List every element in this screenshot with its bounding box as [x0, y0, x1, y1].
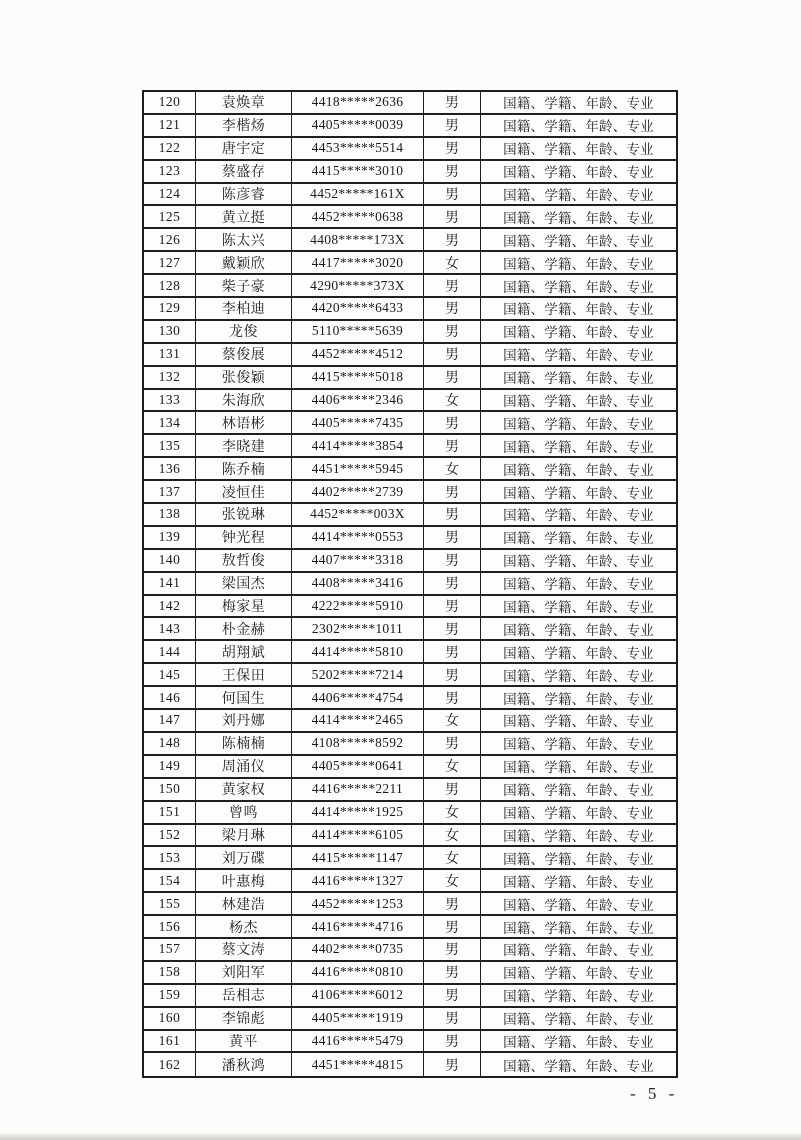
gender-cell: 男	[424, 298, 481, 319]
gender-cell: 男	[424, 504, 481, 525]
gender-cell: 男	[424, 641, 481, 662]
row-number-cell: 149	[144, 756, 196, 777]
table-row	[144, 206, 676, 229]
id-number-cell: 4406*****4754	[292, 687, 424, 708]
check-items-cell: 国籍、学籍、年龄、专业	[503, 165, 654, 181]
gender-cell: 女	[424, 802, 481, 823]
name-cell: 梅家星	[196, 596, 292, 617]
check-items-cell: 国籍、学籍、年龄、专业	[503, 943, 654, 959]
name-cell: 周涌仪	[196, 756, 292, 777]
gender-cell: 男	[424, 367, 481, 388]
check-items-cell: 国籍、学籍、年龄、专业	[503, 439, 654, 455]
id-number-cell: 4416*****5479	[292, 1031, 424, 1052]
gender-cell: 男	[424, 618, 481, 639]
check-items-cell: 国籍、学籍、年龄、专业	[503, 531, 654, 547]
table-row	[144, 825, 676, 848]
check-items-cell: 国籍、学籍、年龄、专业	[503, 256, 654, 272]
table-row	[144, 92, 676, 115]
name-cell: 梁国杰	[196, 573, 292, 594]
check-items-cell: 国籍、学籍、年龄、专业	[503, 760, 654, 776]
name-cell: 梁月琳	[196, 825, 292, 846]
gender-cell: 男	[424, 412, 481, 433]
id-number-cell: 4415*****5018	[292, 367, 424, 388]
name-cell: 岳相志	[196, 985, 292, 1006]
row-number-cell: 145	[144, 664, 196, 685]
gender-cell: 男	[424, 939, 481, 960]
gender-cell: 女	[424, 252, 481, 273]
name-cell: 叶惠梅	[196, 870, 292, 891]
table-row	[144, 1031, 676, 1054]
table-row	[144, 229, 676, 252]
name-cell: 陈乔楠	[196, 458, 292, 479]
id-number-cell: 2302*****1011	[292, 618, 424, 639]
id-number-cell: 4414*****5810	[292, 641, 424, 662]
name-cell: 柴子豪	[196, 275, 292, 296]
row-number-cell: 136	[144, 458, 196, 479]
id-number-cell: 4414*****2465	[292, 710, 424, 731]
id-number-cell: 4415*****3010	[292, 161, 424, 182]
table-row	[144, 252, 676, 275]
check-items-cell: 国籍、学籍、年龄、专业	[503, 897, 654, 913]
table-row	[144, 275, 676, 298]
check-items-cell: 国籍、学籍、年龄、专业	[503, 508, 654, 524]
name-cell: 潘秋鸿	[196, 1053, 292, 1076]
check-items-cell: 国籍、学籍、年龄、专业	[503, 302, 654, 318]
id-number-cell: 4405*****7435	[292, 412, 424, 433]
row-number-cell: 142	[144, 596, 196, 617]
check-items-cell: 国籍、学籍、年龄、专业	[503, 1058, 654, 1074]
row-number-cell: 133	[144, 390, 196, 411]
id-number-cell: 4405*****1919	[292, 1008, 424, 1029]
table-row	[144, 573, 676, 596]
table-row	[144, 367, 676, 390]
name-cell: 陈楠楠	[196, 733, 292, 754]
check-items-cell: 国籍、学籍、年龄、专业	[503, 645, 654, 661]
gender-cell: 女	[424, 390, 481, 411]
check-items-cell: 国籍、学籍、年龄、专业	[503, 1012, 654, 1028]
table-row	[144, 847, 676, 870]
id-number-cell: 4290*****373X	[292, 275, 424, 296]
name-cell: 钟光程	[196, 527, 292, 548]
id-number-cell: 4417*****3020	[292, 252, 424, 273]
table-row	[144, 344, 676, 367]
table-row	[144, 939, 676, 962]
row-number-cell: 148	[144, 733, 196, 754]
name-cell: 唐宇定	[196, 138, 292, 159]
row-number-cell: 153	[144, 847, 196, 868]
name-cell: 刘阳军	[196, 962, 292, 983]
id-number-cell: 4408*****173X	[292, 229, 424, 250]
id-number-cell: 4416*****1327	[292, 870, 424, 891]
row-number-cell: 122	[144, 138, 196, 159]
name-cell: 陈太兴	[196, 229, 292, 250]
row-number-cell: 132	[144, 367, 196, 388]
id-number-cell: 4416*****2211	[292, 779, 424, 800]
row-number-cell: 156	[144, 916, 196, 937]
name-cell: 刘丹娜	[196, 710, 292, 731]
name-cell: 戴颖欣	[196, 252, 292, 273]
id-number-cell: 4452*****1253	[292, 893, 424, 914]
check-items-cell: 国籍、学籍、年龄、专业	[503, 416, 654, 432]
row-number-cell: 131	[144, 344, 196, 365]
table-row	[144, 664, 676, 687]
id-number-cell: 4452*****161X	[292, 184, 424, 205]
row-number-cell: 157	[144, 939, 196, 960]
gender-cell: 男	[424, 184, 481, 205]
id-number-cell: 4452*****0638	[292, 206, 424, 227]
name-cell: 李柏迪	[196, 298, 292, 319]
id-number-cell: 4414*****3854	[292, 435, 424, 456]
row-number-cell: 159	[144, 985, 196, 1006]
gender-cell: 男	[424, 733, 481, 754]
gender-cell: 男	[424, 344, 481, 365]
row-number-cell: 152	[144, 825, 196, 846]
name-cell: 杨杰	[196, 916, 292, 937]
id-number-cell: 4420*****6433	[292, 298, 424, 319]
check-items-cell: 国籍、学籍、年龄、专业	[503, 554, 654, 570]
row-number-cell: 120	[144, 92, 196, 113]
name-cell: 敖哲俊	[196, 550, 292, 571]
row-number-cell: 137	[144, 481, 196, 502]
check-items-cell: 国籍、学籍、年龄、专业	[503, 920, 654, 936]
id-number-cell: 4451*****5945	[292, 458, 424, 479]
id-number-cell: 4408*****3416	[292, 573, 424, 594]
row-number-cell: 143	[144, 618, 196, 639]
check-items-cell: 国籍、学籍、年龄、专业	[503, 462, 654, 478]
gender-cell: 男	[424, 115, 481, 136]
id-number-cell: 4414*****1925	[292, 802, 424, 823]
table-row	[144, 458, 676, 481]
id-number-cell: 4407*****3318	[292, 550, 424, 571]
row-number-cell: 123	[144, 161, 196, 182]
id-number-cell: 4416*****4716	[292, 916, 424, 937]
gender-cell: 男	[424, 573, 481, 594]
id-number-cell: 4108*****8592	[292, 733, 424, 754]
table-row	[144, 916, 676, 939]
name-cell: 黄平	[196, 1031, 292, 1052]
row-number-cell: 126	[144, 229, 196, 250]
gender-cell: 男	[424, 229, 481, 250]
name-cell: 张锐琳	[196, 504, 292, 525]
row-number-cell: 160	[144, 1008, 196, 1029]
check-items-cell: 国籍、学籍、年龄、专业	[503, 142, 654, 158]
name-cell: 李锦彪	[196, 1008, 292, 1029]
check-items-cell: 国籍、学籍、年龄、专业	[503, 1034, 654, 1050]
verification-roster-table	[142, 90, 678, 1078]
row-number-cell: 129	[144, 298, 196, 319]
table-row	[144, 298, 676, 321]
row-number-cell: 162	[144, 1053, 196, 1076]
gender-cell: 男	[424, 161, 481, 182]
name-cell: 朴金赫	[196, 618, 292, 639]
table-row	[144, 710, 676, 733]
table-row	[144, 870, 676, 893]
row-number-cell: 130	[144, 321, 196, 342]
check-items-cell: 国籍、学籍、年龄、专业	[503, 485, 654, 501]
check-items-cell: 国籍、学籍、年龄、专业	[503, 325, 654, 341]
table-row	[144, 115, 676, 138]
gender-cell: 男	[424, 527, 481, 548]
table-row	[144, 733, 676, 756]
gender-cell: 男	[424, 596, 481, 617]
gender-cell: 男	[424, 206, 481, 227]
row-number-cell: 140	[144, 550, 196, 571]
table-row	[144, 596, 676, 619]
gender-cell: 男	[424, 138, 481, 159]
page-number: - 5 -	[630, 1084, 679, 1103]
id-number-cell: 4414*****0553	[292, 527, 424, 548]
id-number-cell: 4106*****6012	[292, 985, 424, 1006]
name-cell: 王保田	[196, 664, 292, 685]
gender-cell: 男	[424, 92, 481, 113]
table-row	[144, 962, 676, 985]
table-row	[144, 779, 676, 802]
id-number-cell: 4452*****003X	[292, 504, 424, 525]
row-number-cell: 150	[144, 779, 196, 800]
check-items-cell: 国籍、学籍、年龄、专业	[503, 622, 654, 638]
row-number-cell: 121	[144, 115, 196, 136]
table-row	[144, 1053, 676, 1076]
id-number-cell: 4453*****5514	[292, 138, 424, 159]
check-items-cell: 国籍、学籍、年龄、专业	[503, 714, 654, 730]
gender-cell: 女	[424, 870, 481, 891]
table-row	[144, 985, 676, 1008]
id-number-cell: 4451*****4815	[292, 1053, 424, 1076]
gender-cell: 男	[424, 275, 481, 296]
table-row	[144, 618, 676, 641]
row-number-cell: 155	[144, 893, 196, 914]
table-row	[144, 893, 676, 916]
table-row	[144, 161, 676, 184]
name-cell: 黄家权	[196, 779, 292, 800]
table-row	[144, 1008, 676, 1031]
id-number-cell: 5110*****5639	[292, 321, 424, 342]
row-number-cell: 141	[144, 573, 196, 594]
check-items-cell: 国籍、学籍、年龄、专业	[503, 279, 654, 295]
check-items-cell: 国籍、学籍、年龄、专业	[503, 691, 654, 707]
check-items-cell: 国籍、学籍、年龄、专业	[503, 989, 654, 1005]
check-items-cell: 国籍、学籍、年龄、专业	[503, 851, 654, 867]
check-items-cell: 国籍、学籍、年龄、专业	[503, 577, 654, 593]
check-items-cell: 国籍、学籍、年龄、专业	[503, 783, 654, 799]
id-number-cell: 4415*****1147	[292, 847, 424, 868]
check-items-cell: 国籍、学籍、年龄、专业	[503, 668, 654, 684]
name-cell: 蔡盛存	[196, 161, 292, 182]
row-number-cell: 154	[144, 870, 196, 891]
name-cell: 李晓建	[196, 435, 292, 456]
id-number-cell: 4414*****6105	[292, 825, 424, 846]
row-number-cell: 134	[144, 412, 196, 433]
id-number-cell: 4222*****5910	[292, 596, 424, 617]
table-row	[144, 641, 676, 664]
row-number-cell: 135	[144, 435, 196, 456]
gender-cell: 男	[424, 962, 481, 983]
table-row	[144, 184, 676, 207]
table-row	[144, 756, 676, 779]
check-items-cell: 国籍、学籍、年龄、专业	[503, 966, 654, 982]
check-items-cell: 国籍、学籍、年龄、专业	[503, 96, 654, 112]
check-items-cell: 国籍、学籍、年龄、专业	[503, 600, 654, 616]
table-row	[144, 802, 676, 825]
name-cell: 刘万碟	[196, 847, 292, 868]
gender-cell: 女	[424, 756, 481, 777]
name-cell: 凌恒佳	[196, 481, 292, 502]
name-cell: 林建浩	[196, 893, 292, 914]
row-number-cell: 158	[144, 962, 196, 983]
check-items-cell: 国籍、学籍、年龄、专业	[503, 394, 654, 410]
gender-cell: 男	[424, 687, 481, 708]
row-number-cell: 124	[144, 184, 196, 205]
table-row	[144, 504, 676, 527]
gender-cell: 女	[424, 847, 481, 868]
table-row	[144, 527, 676, 550]
name-cell: 龙俊	[196, 321, 292, 342]
row-number-cell: 161	[144, 1031, 196, 1052]
row-number-cell: 144	[144, 641, 196, 662]
name-cell: 黄立挺	[196, 206, 292, 227]
table-row	[144, 435, 676, 458]
gender-cell: 男	[424, 550, 481, 571]
table-row	[144, 481, 676, 504]
name-cell: 张俊颖	[196, 367, 292, 388]
row-number-cell: 151	[144, 802, 196, 823]
check-items-cell: 国籍、学籍、年龄、专业	[503, 828, 654, 844]
id-number-cell: 5202*****7214	[292, 664, 424, 685]
table-row	[144, 138, 676, 161]
name-cell: 曾鸣	[196, 802, 292, 823]
gender-cell: 男	[424, 481, 481, 502]
gender-cell: 男	[424, 1053, 481, 1076]
name-cell: 陈彦睿	[196, 184, 292, 205]
id-number-cell: 4402*****0735	[292, 939, 424, 960]
gender-cell: 男	[424, 893, 481, 914]
table-row	[144, 687, 676, 710]
gender-cell: 男	[424, 985, 481, 1006]
name-cell: 朱海欣	[196, 390, 292, 411]
gender-cell: 男	[424, 321, 481, 342]
row-number-cell: 138	[144, 504, 196, 525]
table-row	[144, 412, 676, 435]
check-items-cell: 国籍、学籍、年龄、专业	[503, 188, 654, 203]
row-number-cell: 128	[144, 275, 196, 296]
row-number-cell: 139	[144, 527, 196, 548]
scan-edge-shadow	[0, 1134, 801, 1140]
name-cell: 何国生	[196, 687, 292, 708]
check-items-cell: 国籍、学籍、年龄、专业	[503, 348, 654, 364]
row-number-cell: 146	[144, 687, 196, 708]
row-number-cell: 125	[144, 206, 196, 227]
id-number-cell: 4418*****2636	[292, 92, 424, 113]
id-number-cell: 4406*****2346	[292, 390, 424, 411]
name-cell: 袁焕章	[196, 92, 292, 113]
gender-cell: 男	[424, 1008, 481, 1029]
id-number-cell: 4405*****0039	[292, 115, 424, 136]
gender-cell: 男	[424, 779, 481, 800]
table-row	[144, 550, 676, 573]
id-number-cell: 4402*****2739	[292, 481, 424, 502]
row-number-cell: 127	[144, 252, 196, 273]
check-items-cell: 国籍、学籍、年龄、专业	[503, 119, 654, 135]
id-number-cell: 4416*****0810	[292, 962, 424, 983]
name-cell: 蔡俊展	[196, 344, 292, 365]
check-items-cell: 国籍、学籍、年龄、专业	[503, 874, 654, 890]
check-items-cell: 国籍、学籍、年龄、专业	[503, 806, 654, 822]
name-cell: 林语彬	[196, 412, 292, 433]
table-row	[144, 321, 676, 344]
gender-cell: 男	[424, 664, 481, 685]
name-cell: 胡翔斌	[196, 641, 292, 662]
name-cell: 蔡文涛	[196, 939, 292, 960]
gender-cell: 男	[424, 435, 481, 456]
check-items-cell: 国籍、学籍、年龄、专业	[503, 210, 654, 226]
id-number-cell: 4452*****4512	[292, 344, 424, 365]
check-items-cell: 国籍、学籍、年龄、专业	[503, 737, 654, 753]
gender-cell: 女	[424, 710, 481, 731]
check-items-cell: 国籍、学籍、年龄、专业	[503, 371, 654, 387]
table-row	[144, 390, 676, 413]
name-cell: 李楷炀	[196, 115, 292, 136]
gender-cell: 女	[424, 825, 481, 846]
id-number-cell: 4405*****0641	[292, 756, 424, 777]
gender-cell: 男	[424, 916, 481, 937]
check-items-cell: 国籍、学籍、年龄、专业	[503, 233, 654, 249]
row-number-cell: 147	[144, 710, 196, 731]
gender-cell: 女	[424, 458, 481, 479]
gender-cell: 男	[424, 1031, 481, 1052]
